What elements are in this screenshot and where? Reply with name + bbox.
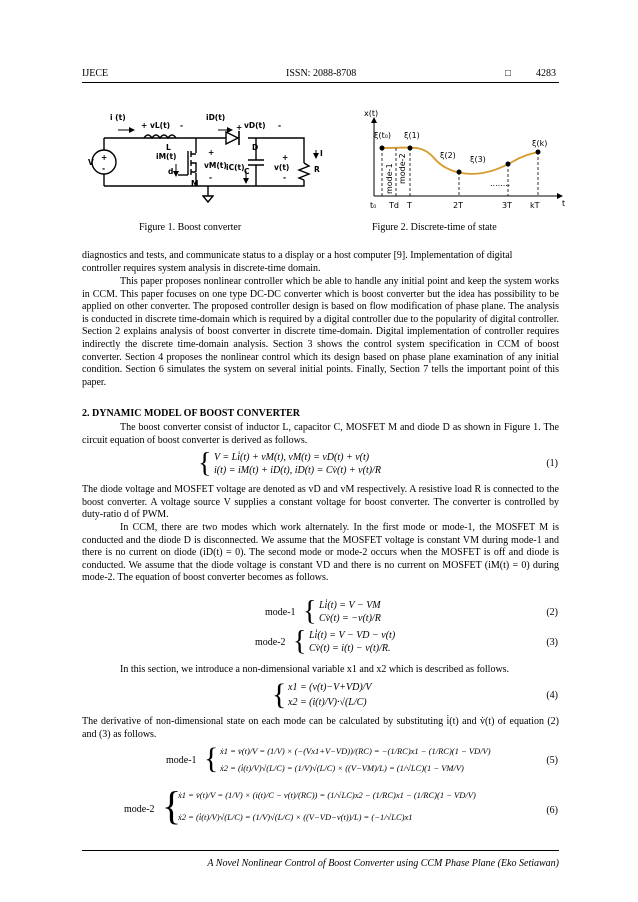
equation-2-brace: { — [303, 596, 317, 627]
footer-rule — [82, 850, 559, 851]
label-vL-plus: + — [141, 121, 148, 130]
header-box-icon: □ — [505, 68, 512, 79]
equation-4-row-1: x1 = (v(t)−V+VD)/V — [288, 682, 372, 693]
intro-line-2: controller requires system analysis in discrete-time domain. — [82, 262, 321, 274]
section-2-p5-text: The derivative of non-dimensional state on each mode can be calculated by substituting i̇(t) and v̇(t) of equation (2) and (3) as follows. — [82, 716, 559, 740]
label-V: V — [88, 158, 94, 167]
intro-line-1: diagnostics and tests, and communicate status to a display or a host computer [9]. Implementation of digital — [82, 250, 513, 261]
equation-3-row-2: Cv̇(t) = i(t) − v(t)/R. — [309, 643, 391, 654]
section-2-paragraph-5 — [82, 716, 559, 741]
label-D: D — [252, 143, 259, 152]
label-mode-1: mode-1 — [385, 163, 394, 194]
label-vM-plus: + — [208, 148, 215, 157]
figure-1-boost-converter-diagram — [86, 108, 356, 208]
section-2-paragraph-2 — [82, 484, 559, 522]
label-vD-plus: + — [236, 123, 243, 132]
equation-1-row-2: i(t) = iM(t) + iD(t), iD(t) = Cv̇(t) + v(t)/R — [214, 465, 381, 476]
label-mode-2: mode-2 — [398, 153, 407, 184]
journal-name: IJECE — [82, 68, 109, 79]
label-R: R — [314, 165, 320, 174]
equation-3-row-1: Li̇(t) = V − VD − v(t) — [309, 630, 396, 641]
paragraph-2 — [82, 276, 559, 389]
label-vL: vL(t) — [150, 121, 171, 130]
section-2-heading: 2. DYNAMIC MODEL OF BOOST CONVERTER — [82, 408, 301, 419]
section-2-paragraph-3 — [82, 522, 559, 585]
issn: ISSN: 2088-8708 — [286, 68, 357, 79]
label-iM: iM(t) — [156, 152, 177, 161]
label-iC: iC(t) — [226, 163, 245, 172]
equation-6-row-1: ẋ1 = v̇(t)/V = (1/V) × (i(t)/C − v(t)/(RC)) = (1/√LC)x2 − (1/RC)x1 − (1/RC)(1 − VD/V) — [178, 790, 476, 800]
equation-1-number: (1) — [546, 458, 558, 469]
header-rule — [82, 82, 559, 83]
equation-6-brace: { — [162, 783, 182, 828]
equation-5-row-2: ẋ2 = (i̇(t)/V)√(L/C) = (1/V)√(L/C) × ((V−VM)/L) = (1/√LC)(1 − VM/V) — [220, 763, 464, 773]
equation-6-number: (6) — [546, 805, 558, 816]
equation-4-brace: { — [272, 678, 287, 711]
page-footer: A Novel Nonlinear Control of Boost Converter using CCM Phase Plane (Eko Setiawan) — [207, 858, 559, 869]
label-vD: vD(t) — [244, 121, 266, 130]
label-xi-2: ξ(2) — [440, 151, 456, 160]
label-xi-3: ξ(3) — [470, 155, 486, 164]
label-I: I — [320, 149, 323, 158]
label-xi-1: ξ(1) — [404, 131, 420, 140]
section-2-paragraph-4 — [82, 664, 559, 677]
equation-3-label: mode-2 — [255, 637, 286, 648]
equation-5-number: (5) — [546, 755, 558, 766]
section-2-p3-text: In CCM, there are two modes which work alternately. In the first mode or mode-1, the MOSFET M is conducted and the diode D is disconnected. We assume that the MOSFET voltage is constant VM during mode-1 and there is no current on diode (iD(t) = 0). The second mode or mode-2 occurs when the MOSFET is off and diode is conducted. We assume that the diode voltage is constant VD and there is no current on MOSFET (iM(t) = 0) during mode-2. The equation of boost converter becomes as follows. — [82, 522, 559, 584]
label-xi-t0: ξ(t₀) — [374, 131, 392, 140]
section-2-p2-text: The diode voltage and MOSFET voltage are denoted as vD and vM respectively. A resistive load R is connected to the boost converter. A voltage source V supplies a constant voltage for boost converter. The converter is controlled by duty-ratio d of PWM. — [82, 484, 559, 521]
figure-2-discrete-time-diagram — [362, 104, 572, 216]
label-i: i (t) — [110, 113, 126, 122]
axis-t-label: t — [562, 199, 566, 208]
section-2-p1-text: The boost converter consist of inductor L, capacitor C, MOSFET M and diode D as shown in Figure 1. The circuit equation of boost converter is derived as follows. — [82, 422, 559, 446]
label-v-plus: + — [282, 153, 289, 162]
source-minus: - — [102, 164, 106, 173]
equation-4-number: (4) — [546, 690, 558, 701]
figure-1-caption: Figure 1. Boost converter — [139, 222, 242, 233]
intro-paragraph — [82, 250, 559, 275]
equation-1-row-1: V = Li̇(t) + vM(t), vM(t) = vD(t) + v(t) — [214, 452, 370, 463]
equation-5-row-1: ẋ1 = v̇(t)/V = (1/V) × (−(Vx1+V−VD))/(RC) = −(1/RC)x1 − (1/RC)(1 − VD/V) — [220, 746, 491, 756]
label-ellipsis: ........ — [490, 179, 511, 188]
label-C: C — [244, 167, 250, 176]
tick-t0: t₀ — [370, 201, 377, 210]
tick-3T: 3T — [502, 201, 512, 210]
equation-6-label: mode-2 — [124, 804, 155, 815]
tick-kT: kT — [530, 201, 540, 210]
label-M: M — [191, 179, 199, 188]
equation-2-number: (2) — [546, 607, 558, 618]
label-iD: iD(t) — [206, 113, 226, 122]
equation-4-row-2: x2 = (i(t)/V)·√(L/C) — [288, 697, 367, 708]
tick-T: T — [407, 201, 412, 210]
page-number: 4283 — [536, 68, 556, 79]
label-v-minus: - — [283, 173, 287, 182]
equation-2-label: mode-1 — [265, 607, 296, 618]
equation-2-row-2: Cv̇(t) = −v(t)/R — [319, 613, 381, 624]
equation-5-label: mode-1 — [166, 755, 197, 766]
paragraph-2-text: This paper proposes nonlinear controller which be able to handle any initial point and keep the system works in CCM. This paper focuses on one type DC-DC converter which is boost converter but the idea has possibility to be applied on other converter. The proposed controller design is based on flow modification of phase plane. The analysis is conducted in discrete time-domain which is required by a digital controller due to the popularity of digital controller. Section 2 explains analysis of boost converter in discrete time-domain. Digital implementation of controller requires indirectly the discrete time-domain analysis. Section 3 shows the control system specification in CCM of boost converter. Section 4 proposes the nonlinear control which its design based on phase plane examination of any initial condition. Section 6 simulates the system on several initial points. Finally, Section 7 tells the important point of this paper. — [82, 276, 559, 388]
label-vL-minus: - — [180, 121, 184, 130]
label-L: L — [166, 143, 171, 152]
equation-5-brace: { — [204, 742, 219, 775]
label-vD-minus: - — [278, 121, 282, 130]
equation-2-row-1: Li̇(t) = V − VM — [319, 600, 381, 611]
tick-Td: Td — [389, 201, 399, 210]
label-xi-k: ξ(k) — [532, 139, 548, 148]
label-vM-minus: - — [209, 173, 213, 182]
label-d: d — [168, 167, 174, 176]
equation-6-row-2: ẋ2 = (i̇(t)/V)√(L/C) = (1/V)√(L/C) × ((V−VD−v(t))/L) = (−1/√LC)x1 — [178, 812, 413, 822]
section-2-paragraph-1 — [82, 422, 559, 447]
label-vM: vM(t) — [204, 161, 227, 170]
tick-2T: 2T — [453, 201, 463, 210]
equation-3-brace: { — [293, 626, 307, 657]
source-plus: + — [101, 153, 108, 162]
label-v: v(t) — [274, 163, 290, 172]
section-2-p4-text: In this section, we introduce a non-dimensional variable x1 and x2 which is described as follows. — [120, 664, 510, 675]
axis-x-label: x(t) — [364, 109, 379, 118]
figure-2-caption: Figure 2. Discrete-time of state — [372, 222, 497, 233]
equation-3-number: (3) — [546, 637, 558, 648]
equation-1-brace: { — [198, 448, 212, 479]
